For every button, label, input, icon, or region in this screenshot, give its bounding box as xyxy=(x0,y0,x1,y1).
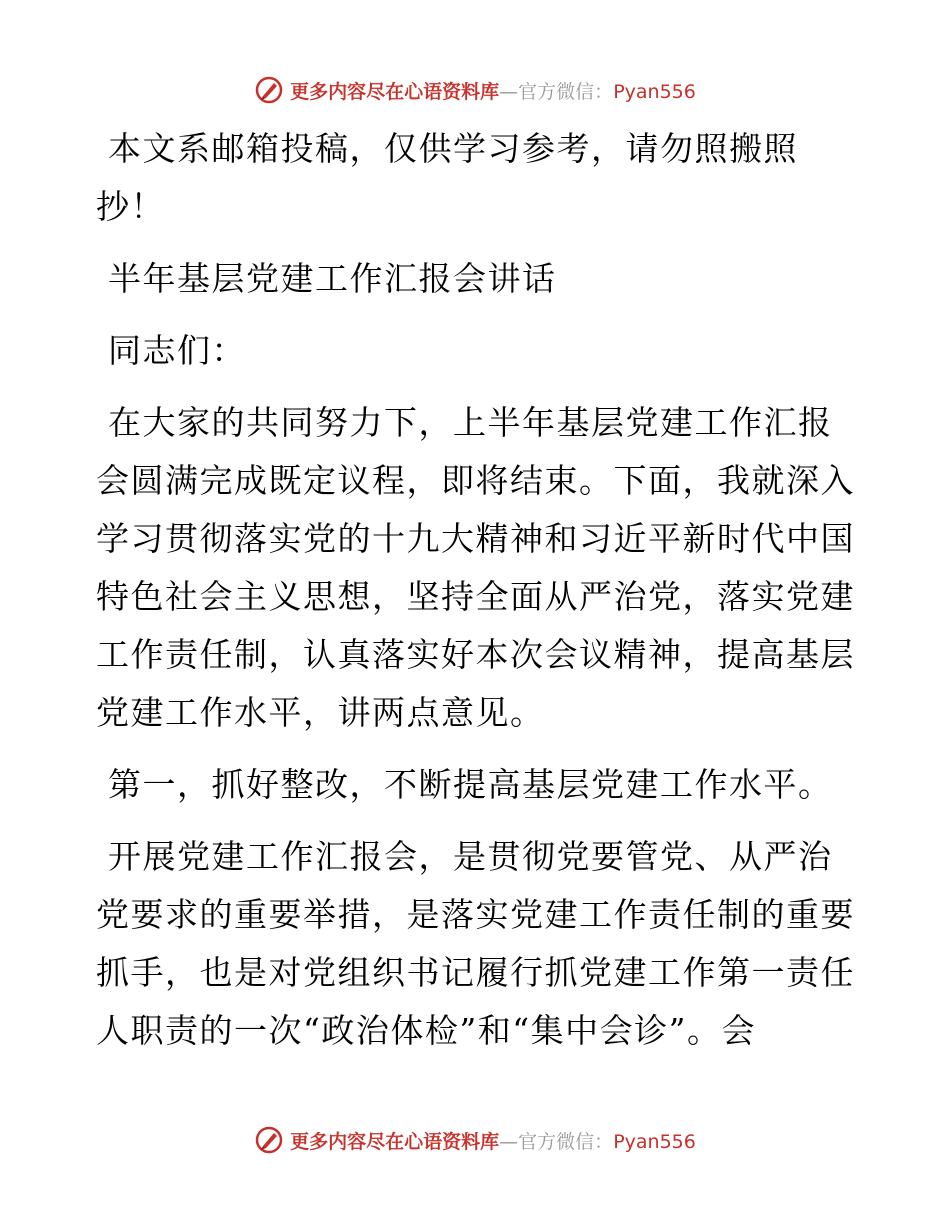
notice-text: 本文系邮箱投稿，仅供学习参考，请勿照搬照抄！ xyxy=(96,129,798,226)
footer-banner-wechat-label: 官方微信： xyxy=(518,1130,614,1153)
footer-banner-wechat-id: Pyan556 xyxy=(613,1130,696,1153)
section-heading-1: 第一，抓好整改，不断提高基层党建工作水平。 xyxy=(108,765,833,804)
header-banner-text xyxy=(290,77,696,104)
paragraph-2: 开展党建工作汇报会，是贯彻党要管党、从严治党要求的重要举措，是落实党建工作责任制的重要抓手，也是对党组织书记履行抓党建工作第一责任人职责的一次“政治体检”和“集中会诊”。会 xyxy=(96,837,855,1050)
header-banner-wechat-id: Pyan556 xyxy=(613,80,696,103)
header-banner-dash: — xyxy=(499,80,519,103)
footer-banner-main: 更多内容尽在心语资料库 xyxy=(290,1130,500,1153)
header-banner-main: 更多内容尽在心语资料库 xyxy=(290,80,500,103)
document-title: 半年基层党建工作汇报会讲话 xyxy=(108,259,557,298)
footer-watermark-banner xyxy=(0,1120,950,1160)
salutation: 同志们： xyxy=(108,331,246,370)
paragraph-1: 在大家的共同努力下，上半年基层党建工作汇报会圆满完成既定议程，即将结束。下面，我就深入学习贯彻落实党的十九大精神和习近平新时代中国特色社会主义思想，坚持全面从严治党，落实党建工作责任制，认真落实好本次会议精神，提高基层党建工作水平，讲两点意见。 xyxy=(96,403,855,732)
document-body xyxy=(96,120,856,1074)
header-banner-wechat-label: 官方微信： xyxy=(518,80,614,103)
footer-banner-text xyxy=(290,1127,696,1154)
pen-logo-icon xyxy=(254,1125,284,1155)
footer-banner-dash: — xyxy=(499,1130,519,1153)
pen-logo-icon xyxy=(254,75,284,105)
header-watermark-banner xyxy=(0,70,950,110)
